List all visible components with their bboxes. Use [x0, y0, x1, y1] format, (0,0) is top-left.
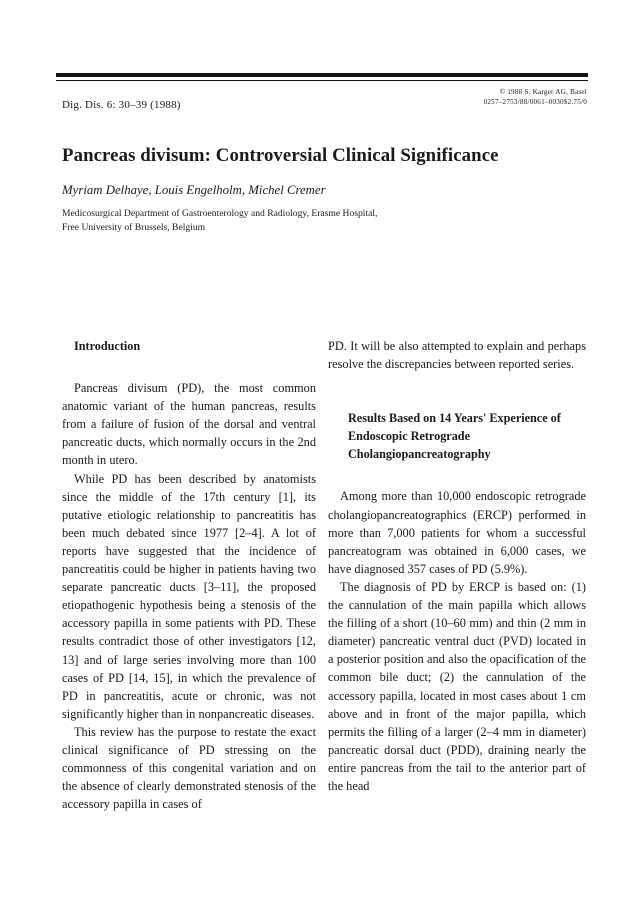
- body-paragraph: PD. It will be also attempted to explain and perhaps resolve the discrepancies between reported series.: [328, 339, 586, 372]
- header-rule-thick: [56, 73, 588, 77]
- body-paragraph: Among more than 10,000 endoscopic retrograde cholangiopancreatographics (ERCP) performed in more than 7,000 patients for whom a successful pancreatogram was obtained in 6,000 cases, we have diagnosed 357 cases of PD (5.9%).: [328, 489, 586, 576]
- body-paragraph: The diagnosis of PD by ERCP is based on: (1) the cannulation of the main papilla which allows the filling of a short (10–60 mm) and thin (2 mm in diameter) pancreatic ventral duct (PVD) located in a posterior position and also the opacification of the common bile duct; (2) the cannulation of the accessory papilla, located in most cases about 1 cm above and in front of the major papilla, which permits the filling of a larger (2–4 mm in diameter) pancreatic dorsal duct (PDD), draining nearly the entire pancreas from the tail to the anterior part of the head: [328, 579, 586, 793]
- article-authors: Myriam Delhaye, Louis Engelholm, Michel Cremer: [62, 183, 326, 197]
- article-title: Pancreas divisum: Controversial Clinical Significance: [62, 145, 499, 166]
- issn-line: 0257–2753/88/0061–0030$2.75/0: [483, 97, 587, 106]
- affiliation-line: Free University of Brussels, Belgium: [62, 222, 206, 233]
- section-heading-introduction: Introduction: [74, 339, 141, 353]
- body-column-right: [328, 337, 586, 795]
- header-rule-thin: [56, 80, 588, 81]
- body-column-left: [62, 337, 316, 813]
- author-affiliation: [62, 207, 377, 235]
- copyright-notice: [484, 88, 587, 107]
- copyright-line: © 1988 S. Karger AG, Basel: [499, 88, 587, 96]
- body-paragraph: This review has the purpose to restate the exact clinical significance of PD stressing on the commonness of this congenital variation and on the absence of clearly demonstrated stenosis of the accessory papilla in cases of: [62, 724, 316, 812]
- section-heading-results: Results Based on 14 Years' Experience of Endoscopic Retrograde Cholangiopancreatography: [348, 411, 561, 462]
- body-paragraph: Pancreas divisum (PD), the most common anatomic variant of the human pancreas, results from a failure of fusion of the dorsal and ventral pancreatic ducts, which normally occurs in the 2nd month in utero.: [62, 381, 316, 468]
- journal-citation: Dig. Dis. 6: 30–39 (1988): [62, 99, 181, 111]
- affiliation-line: Medicosurgical Department of Gastroenterology and Radiology, Erasme Hospital,: [62, 208, 378, 219]
- body-paragraph: While PD has been described by anatomists since the middle of the 17th century [1], its putative etiologic relationship to pancreatitis has been much debated since 1977 [2–4]. A lot of reports have suggested that the incidence of pancreatitis could be higher in patients having two separate pancreatic ducts [3–11], the proposed etiopathogenic hypothesis being a stenosis of the accessory papilla in some patients with PD. These results contradict those of other investigators [12, 13] and of large series involving more than 100 cases of PD [14, 15], in which the prevalence of PD in pancreatitis, acute or chronic, was not significantly higher than in nonpancreatic diseases.: [62, 471, 316, 721]
